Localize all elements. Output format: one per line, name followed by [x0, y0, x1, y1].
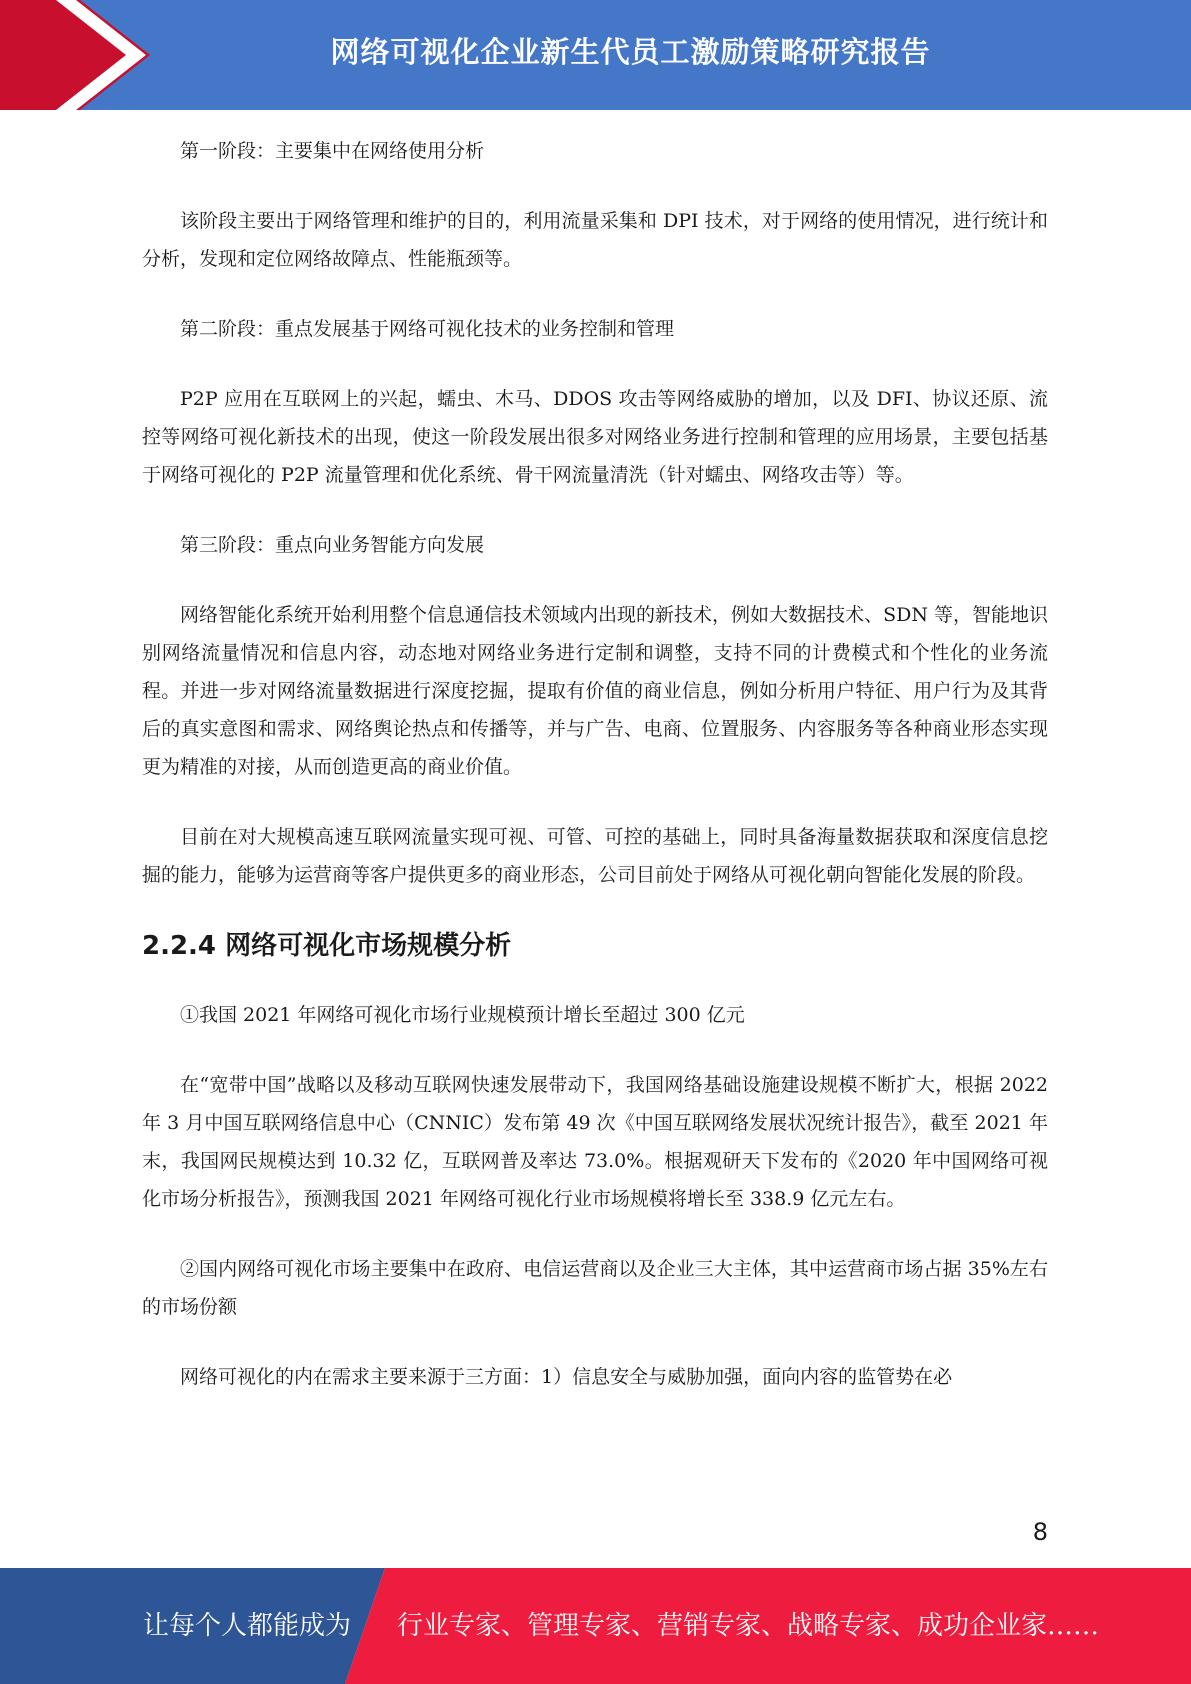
point1-title: ①我国 2021 年网络可视化市场行业规模预计增长至超过 300 亿元 [180, 1004, 745, 1026]
stage3-title: 第三阶段：重点向业务智能方向发展 [180, 534, 485, 556]
stage1-paragraph: 该阶段主要出于网络管理和维护的目的，利用流量采集和 DPI 技术，对于网络的使用情况，进行统计和分析，发现和定位网络故障点、性能瓶颈等。 [142, 210, 1048, 270]
point1-paragraph: 在“宽带中国”战略以及移动互联网快速发展带动下，我国网络基础设施建设规模不断扩大，根据 2022 年 3 月中国互联网络信息中心（CNNIC）发布第 49 次《中国互联网络发展状况统计报告》，截至 2021 年末，我国网民规模达到 10.32 亿，互联网普及率达 73.0%。根据观研天下发布的《2020 年中国网络可视化市场分析报告》，预测我国 2021 年网络可视化行业市场规模将增长至 338.9 亿元左右。 [142, 1074, 1048, 1210]
footer-slogan-right: 行业专家、管理专家、营销专家、战略专家、成功企业家…… [397, 1611, 1100, 1641]
report-title: 网络可视化企业新生代员工激励策略研究报告 [330, 34, 931, 69]
report-footer [0, 1568, 1191, 1684]
main-content [142, 132, 1048, 1428]
point2-title: ②国内网络可视化市场主要集中在政府、电信运营商以及企业三大主体，其中运营商市场占据 35%左右的市场份额 [142, 1258, 1048, 1318]
stage2-title: 第二阶段：重点发展基于网络可视化技术的业务控制和管理 [180, 318, 675, 340]
stage3-paragraph: 网络智能化系统开始利用整个信息通信技术领域内出现的新技术，例如大数据技术、SDN 等，智能地识别网络流量情况和信息内容，动态地对网络业务进行定制和调整，支持不同的计费模式和个性化的业务流程。并进一步对网络流量数据进行深度挖掘，提取有价值的商业信息，例如分析用户特征、用户行为及其背后的真实意图和需求、网络舆论热点和传播等，并与广告、电商、位置服务、内容服务等各种商业形态实现更为精准的对接，从而创造更高的商业价值。 [142, 604, 1048, 778]
report-header [0, 0, 1191, 110]
page-number: 8 [1032, 1518, 1048, 1546]
current-stage-paragraph: 目前在对大规模高速互联网流量实现可视、可管、可控的基础上，同时具备海量数据获取和深度信息挖掘的能力，能够为运营商等客户提供更多的商业形态，公司目前处于网络从可视化朝向智能化发展的阶段。 [142, 826, 1048, 886]
stage2-paragraph: P2P 应用在互联网上的兴起，蠕虫、木马、DDOS 攻击等网络威胁的增加，以及 DFI、协议还原、流控等网络可视化新技术的出现，使这一阶段发展出很多对网络业务进行控制和管理的应用场景，主要包括基于网络可视化的 P2P 流量管理和优化系统、骨干网流量清洗（针对蠕虫、网络攻击等）等。 [142, 388, 1048, 486]
header-arrow-decoration [0, 0, 220, 110]
section-heading: 2.2.4 网络可视化市场规模分析 [142, 931, 512, 961]
footer-slogan-left: 让每个人都能成为 [143, 1611, 352, 1641]
stage1-title: 第一阶段：主要集中在网络使用分析 [180, 140, 485, 162]
point2-paragraph: 网络可视化的内在需求主要来源于三方面：1）信息安全与威胁加强，面向内容的监管势在必 [180, 1366, 953, 1388]
